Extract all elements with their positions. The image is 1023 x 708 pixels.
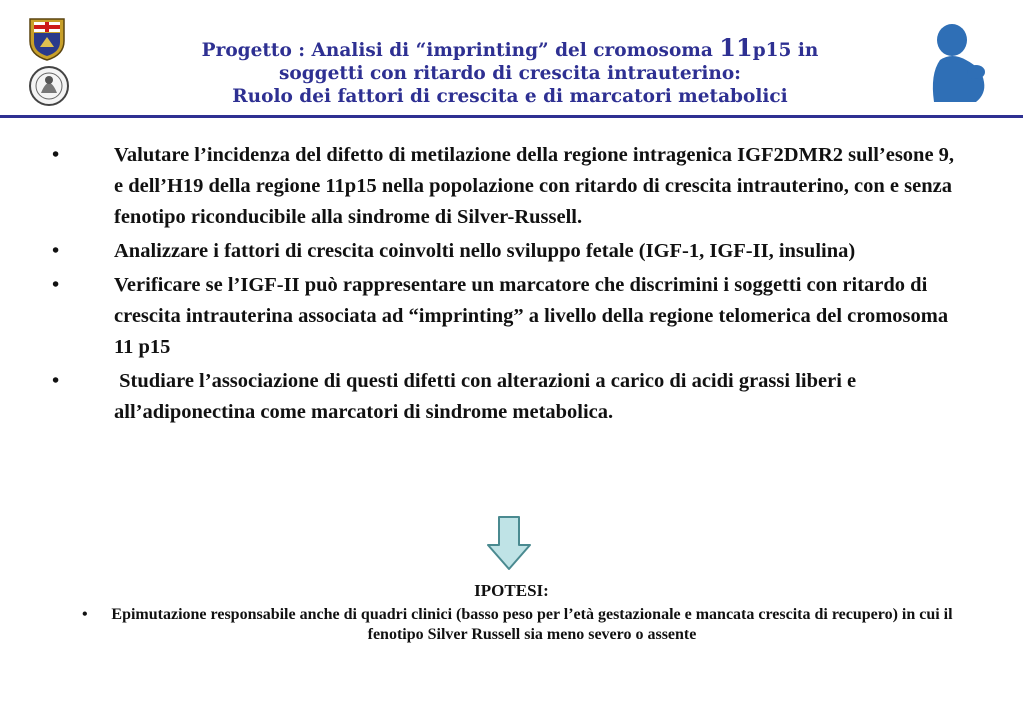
title-line-2: soggetti con ritardo di crescita intrauterino: [278,63,741,84]
title-line-1 [140,33,880,62]
title-big-number: 11 [719,33,753,62]
title-part-2: p15 in [752,40,819,61]
slide-title [140,33,880,108]
list-item-text: Verificare se l’IGF-II può rappresentare un marcatore che discrimini i soggetti con ritardo di crescita intrauterina associata ad “imprinting” a livello della regione telomerica del cromosoma 11 p15 [114,274,949,358]
list-item-text: Valutare l’incidenza del difetto di metilazione della regione intragenica IGF2DMR2 sull’esone 9, e dell’H19 della regione 11p15 nella popolazione con ritardo di crescita intrauterino, con e senza fenotipo riconducibile alla sindrome di Silver-Russell. [114,144,955,228]
header-divider [0,115,1023,118]
title-line-3: Ruolo dei fattori di crescita e di marcatori metabolici [232,86,788,107]
hypothesis-text: Epimutazione responsabile anche di quadri clinici (basso peso per l’età gestazionale e mancata crescita di recupero) in cui il fenotipo Silver Russell sia meno severo o assente [111,606,953,643]
university-crest-icon [28,17,66,61]
objectives-list [52,140,962,431]
list-item [52,140,962,233]
bullet-marker: • [82,606,88,623]
bullet-marker: • [52,144,60,166]
list-item [52,366,962,428]
list-item [52,236,962,267]
bullet-marker: • [52,370,60,392]
slide-header [0,0,1023,118]
bullet-marker: • [52,240,60,262]
title-part-1: Progetto : Analisi di “imprinting” del cromosoma [201,40,720,61]
child-silhouette-icon [926,22,990,104]
bullet-marker: • [52,274,60,296]
hypothesis-item [82,605,962,645]
down-arrow-icon [486,515,532,571]
university-seal-icon [27,65,71,107]
list-item-text: Studiare l’associazione di questi difetti con alterazioni a carico di acidi grassi liberi e all’adiponectina come marcatori di sindrome metabolica. [114,370,862,423]
list-item-text: Analizzare i fattori di crescita coinvolti nello sviluppo fetale (IGF-1, IGF-II, insulina) [114,240,856,262]
list-item [52,270,962,363]
hypothesis-title: IPOTESI: [474,581,549,600]
